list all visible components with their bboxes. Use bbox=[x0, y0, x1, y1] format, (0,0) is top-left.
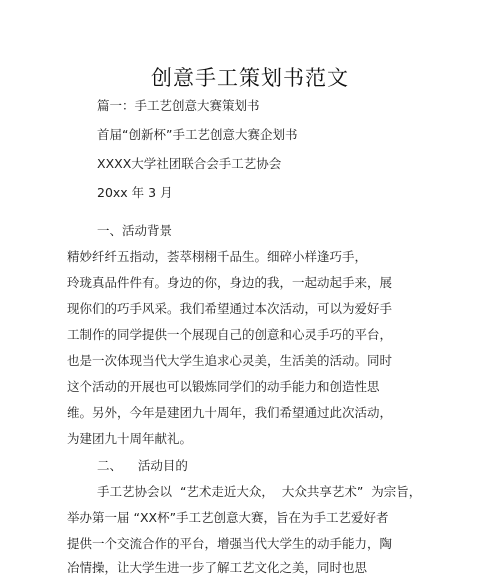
paragraph-line: 维。另外，今年是建团九十周年，我们希望通过此次活动， bbox=[67, 405, 393, 420]
paragraph-line: 冶情操，让大学生进一步了解工艺文化之美，同时也思 bbox=[67, 560, 368, 575]
section-heading: 篇一：手工艺创意大赛策划书 bbox=[97, 98, 260, 113]
paragraph-line: 现你们的巧手风采。我们希望通过本次活动，可以为爱好手 bbox=[67, 301, 393, 316]
paragraph-line: 工制作的同学提供一个展现自己的创意和心灵手巧的平台， bbox=[67, 327, 393, 342]
date-line: 20xx 年 3 月 bbox=[97, 185, 173, 200]
paragraph-line: 手工艺协会以 “艺术走近大众， 大众共享艺术” 为宗旨， bbox=[97, 484, 422, 499]
section-heading: 二、 活动目的 bbox=[97, 458, 188, 473]
organizer-line: XXXX大学社团联合会手工艺协会 bbox=[97, 156, 282, 171]
document-subtitle: 首届“创新杯”手工艺创意大赛企划书 bbox=[97, 127, 298, 142]
paragraph-line: 玲珑真品件件有。身边的你，身边的我，一起动起手来，展 bbox=[67, 275, 393, 290]
paragraph-line: 这个活动的开展也可以锻炼同学们的动手能力和创造性思 bbox=[67, 379, 380, 394]
paragraph-line: 举办第一届 “XX杯”手工艺创意大赛，旨在为手工艺爱好者 bbox=[67, 510, 389, 525]
paragraph-line: 精妙纤纤五指动，荟萃栩栩千品生。细碎小样逢巧手， bbox=[67, 249, 368, 264]
section-heading: 一、活动背景 bbox=[97, 223, 173, 238]
paragraph-line: 也是一次体现当代大学生追求心灵美，生活美的活动。同时 bbox=[67, 353, 393, 368]
paragraph-line: 提供一个交流合作的平台，增强当代大学生的动手能力，陶 bbox=[67, 536, 393, 551]
paragraph-line: 为建团九十周年献礼。 bbox=[67, 431, 193, 446]
document-title: 创意手工策划书范文 bbox=[151, 66, 349, 90]
